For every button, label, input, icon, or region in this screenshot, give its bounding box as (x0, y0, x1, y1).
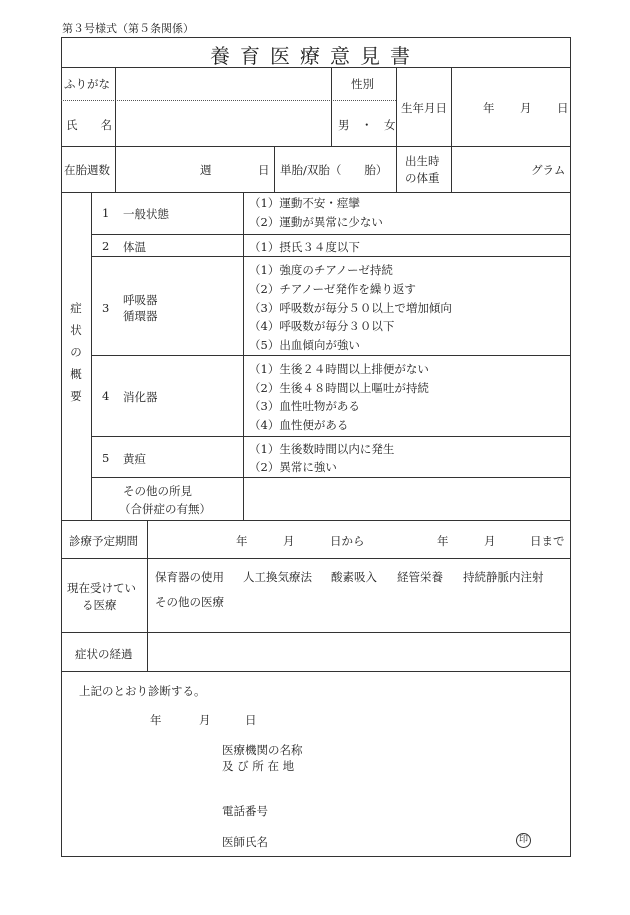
criteria-item[interactable]: （2）チアノーゼ発作を繰り返す (249, 282, 416, 296)
period-from-month: 月 (283, 534, 295, 548)
symptom-progress-field[interactable] (151, 636, 567, 668)
sex-options[interactable]: 男 ・ 女 (338, 118, 396, 132)
gram-unit: グラム (531, 163, 566, 177)
institution-address-label: 及 び 所 在 地 (222, 759, 295, 773)
symptom-number: 4 (102, 389, 110, 403)
treatment-option-oxygen[interactable]: 酸素吸入 (331, 570, 377, 584)
seal-icon: 印 (516, 833, 531, 848)
criteria-item[interactable]: （4）血性便がある (249, 418, 349, 432)
period-from-year: 年 (236, 534, 248, 548)
treatment-option-incubator[interactable]: 保育器の使用 (155, 570, 224, 584)
sex-label: 性別 (351, 77, 374, 91)
symptom-name: 呼吸器 (123, 293, 158, 307)
period-from-day: 日から (330, 534, 365, 548)
criteria-item[interactable]: （3）血性吐物がある (249, 399, 360, 413)
criteria-item[interactable]: （1）生後数時間以内に発生 (249, 442, 395, 456)
name-label: 氏 名 (66, 118, 112, 132)
treatment-option-tube-feeding[interactable]: 経管栄養 (397, 570, 443, 584)
criteria-item[interactable]: （2）異常に強い (249, 460, 337, 474)
week-unit: 週 (200, 163, 212, 177)
symptom-number: 3 (102, 301, 110, 315)
period-until-month: 月 (484, 534, 496, 548)
form-number: 第３号様式（第５条関係） (62, 22, 194, 35)
birth-year-unit: 年 (483, 101, 495, 115)
symptoms-section-label: 症 状 の 概 要 (70, 301, 82, 403)
complications-label: （合併症の有無） (119, 502, 211, 516)
symptom-name: 消化器 (123, 390, 158, 404)
form-title: 養育医療意見書 (210, 44, 420, 68)
birthdate-label: 生年月日 (401, 101, 447, 115)
symptom-name: 黄疸 (123, 452, 146, 466)
diagnosis-year: 年 (150, 713, 162, 727)
treatment-option-other[interactable]: その他の医療 (155, 595, 224, 609)
institution-name-label: 医療機関の名称 (222, 743, 303, 757)
criteria-item[interactable]: （3）呼吸数が毎分５０以上で増加傾向 (249, 301, 452, 315)
symptom-name: 一般状態 (123, 207, 169, 221)
gestation-weeks-label: 在胎週数 (64, 163, 110, 177)
treatment-option-iv-infusion[interactable]: 持続静脈内注射 (463, 570, 544, 584)
diagnosis-month: 月 (199, 713, 211, 727)
criteria-item[interactable]: （1）強度のチアノーゼ持続 (249, 263, 393, 277)
symptom-number: 1 (102, 206, 110, 220)
criteria-item[interactable]: （4）呼吸数が毎分３０以下 (249, 319, 395, 333)
criteria-item[interactable]: （1）生後２４時間以上排便がない (249, 362, 429, 376)
day-unit: 日 (258, 163, 270, 177)
criteria-item[interactable]: （5）出血傾向が強い (249, 338, 360, 352)
criteria-item[interactable]: （2）運動が異常に少ない (249, 215, 383, 229)
symptom-number: 2 (102, 239, 110, 253)
birth-weight-label-1: 出生時 (405, 154, 440, 168)
treatment-option-ventilation[interactable]: 人工換気療法 (243, 570, 312, 584)
symptom-name: 循環器 (123, 309, 158, 323)
birth-weight-label-2: の体重 (405, 171, 440, 185)
doctor-name-label: 医師氏名 (222, 835, 268, 849)
birth-month-unit: 月 (520, 101, 532, 115)
criteria-item[interactable]: （2）生後４８時間以上嘔吐が持続 (249, 381, 429, 395)
diagnosis-statement: 上記のとおり診断する。 (79, 684, 206, 698)
symptom-number: 5 (102, 451, 110, 465)
phone-label: 電話番号 (222, 804, 268, 818)
current-treatment-label-2: る医療 (82, 598, 117, 612)
symptom-progress-label: 症状の経過 (75, 647, 133, 661)
furigana-label: ふりがな (64, 77, 110, 91)
period-until-year: 年 (437, 534, 449, 548)
criteria-item[interactable]: （1）摂氏３４度以下 (249, 240, 360, 254)
criteria-item[interactable]: （1）運動不安・痙攣 (249, 196, 360, 210)
period-until-day: 日まで (530, 534, 565, 548)
treatment-period-label: 診療予定期間 (69, 534, 138, 548)
diagnosis-day: 日 (245, 713, 257, 727)
other-findings-label: その他の所見 (123, 484, 192, 498)
symptom-name: 体温 (123, 240, 146, 254)
birth-day-unit: 日 (557, 101, 569, 115)
furigana-field[interactable] (119, 72, 329, 98)
multiple-birth-label: 単胎/双胎（ 胎） (280, 163, 388, 177)
current-treatment-label-1: 現在受けてい (67, 581, 136, 595)
other-findings-field[interactable] (247, 481, 567, 517)
name-field[interactable] (119, 104, 329, 142)
